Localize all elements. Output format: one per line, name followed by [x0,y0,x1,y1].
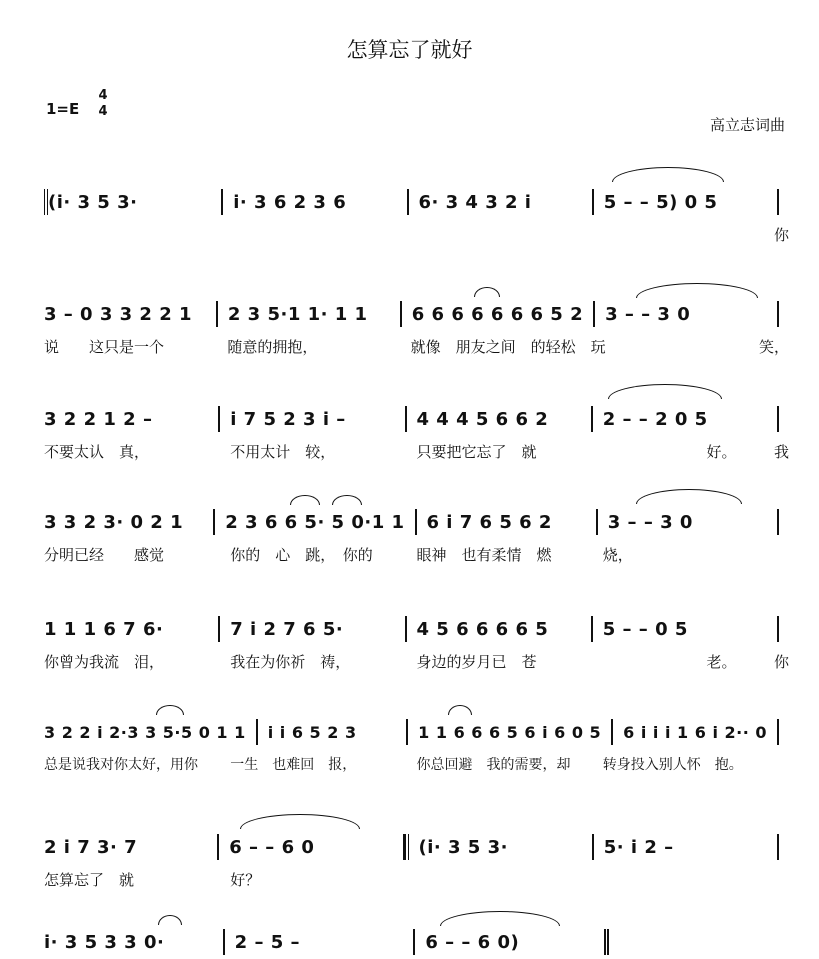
lyrics-row [44,440,789,462]
notes-row [44,297,779,331]
slur-mark [448,705,472,715]
slur-mark [636,283,758,298]
lyrics-row [44,223,789,245]
lyric: 你总回避 我的需要，却 [416,757,571,773]
slur-mark [158,915,182,925]
notes-row [44,830,779,864]
lyric: 好？ [230,870,261,889]
lyrics-row [44,650,789,672]
notes-row [44,185,779,219]
lyric: 老。 你 [706,652,789,671]
lyric: 好。 我 [706,442,789,461]
measure: 3 – – 3 0 [595,301,779,327]
lyric: 说 这只是一个 [44,337,165,356]
measure: 6 i 7 6 5 6 2 [417,509,598,535]
measure: 2 – 5 – [225,929,416,955]
slur-mark [332,495,362,505]
measure: (i· 3 5 3· [44,189,223,215]
measure: 7 i 2 7 6 5· [220,616,406,642]
lyric: 就像 朋友之间 的轻松 玩 [410,337,606,356]
notes-row [44,402,779,436]
measure: 3 – – 3 0 [598,509,779,535]
measure: 2 3 5·1 1· 1 1 [218,301,402,327]
measure: 2 – – 2 0 5 [593,406,779,432]
measure: 6 – – 6 0) [415,929,609,955]
lyric: 身边的岁月已 苍 [416,652,537,671]
lyric: 烧， [602,545,633,564]
measure: 3 3 2 3· 0 2 1 [44,509,215,535]
measure: i· 3 6 2 3 6 [223,189,408,215]
lyric: 一生 也难回 报， [230,757,357,773]
lyric: 你曾为我流 泪， [44,652,165,671]
measure: 5· i 2 – [594,834,779,860]
lyric: 分明已经 感觉 [44,545,165,564]
time-denominator: 4 [98,104,108,119]
time-numerator: 4 [98,88,108,103]
measure: 3 2 2 i 2·3 3 5·5 0 1 1 [44,719,258,745]
lyric: 我在为你祈 祷， [230,652,351,671]
lyric: 只要把它忘了 就 [416,442,537,461]
song-title: 怎算忘了就好 [346,38,473,62]
lyric: 你的 心 跳， 你的 [230,545,373,564]
notes-row [44,505,779,539]
lyric: 你 [773,225,789,244]
slur-mark [612,167,724,182]
measure: 2 i 7 3· 7 [44,834,219,860]
measure: 6 6 6 6 6 6 6 5 2 [402,301,595,327]
measure: (i· 3 5 3· [405,834,594,860]
notes-row [44,612,779,646]
measure: 4 4 4 5 6 6 2 [407,406,593,432]
lyric: 眼神 也有柔情 燃 [416,545,552,564]
composer-credit: 高立志词曲 [709,116,785,134]
measure: 5 – – 0 5 [593,616,779,642]
lyric: 不要太认 真， [44,442,150,461]
measure: 6 – – 6 0 [219,834,404,860]
measure: 6 i i i 1 6 i 2·· 0 [613,719,779,745]
notes-row [44,715,779,749]
measure: i i 6 5 2 3 [258,719,408,745]
slur-mark [240,814,360,829]
slur-mark [608,384,722,399]
measure: 3 – 0 3 3 2 2 1 [44,301,218,327]
measure: 6· 3 4 3 2 i [409,189,594,215]
measure: i 7 5 2 3 i – [220,406,406,432]
lyric: 随意的拥抱， [227,337,318,356]
measure: 2 3 6 6 5· 5 0·1 1 [215,509,416,535]
lyric: 笑， [758,337,789,356]
key-signature: 1=E [46,100,80,118]
slur-mark [290,495,320,505]
lyrics-row [44,753,789,775]
lyric: 不用太计 较， [230,442,336,461]
time-signature [96,88,110,120]
measure: 4 5 6 6 6 6 5 [407,616,593,642]
measure: i· 3 5 3 3 0· [44,929,225,955]
measure: 1 1 1 6 7 6· [44,616,220,642]
measure: 3 2 2 1 2 – [44,406,220,432]
lyrics-row [44,868,789,890]
slur-mark [474,287,500,297]
lyric: 怎算忘了 就 [44,870,135,889]
slur-mark [636,489,742,504]
lyrics-row [44,335,789,357]
lyric: 转身投入别人怀 抱。 [602,757,743,773]
lyric: 总是说我对你太好，用你 [44,757,198,773]
slur-mark [440,911,560,926]
measure: 5 – – 5) 0 5 [594,189,779,215]
slur-mark [156,705,184,715]
measure: 1 1 6 6 6 5 6 i 6 0 5 [408,719,613,745]
lyrics-row [44,543,789,565]
notes-row [44,925,609,959]
